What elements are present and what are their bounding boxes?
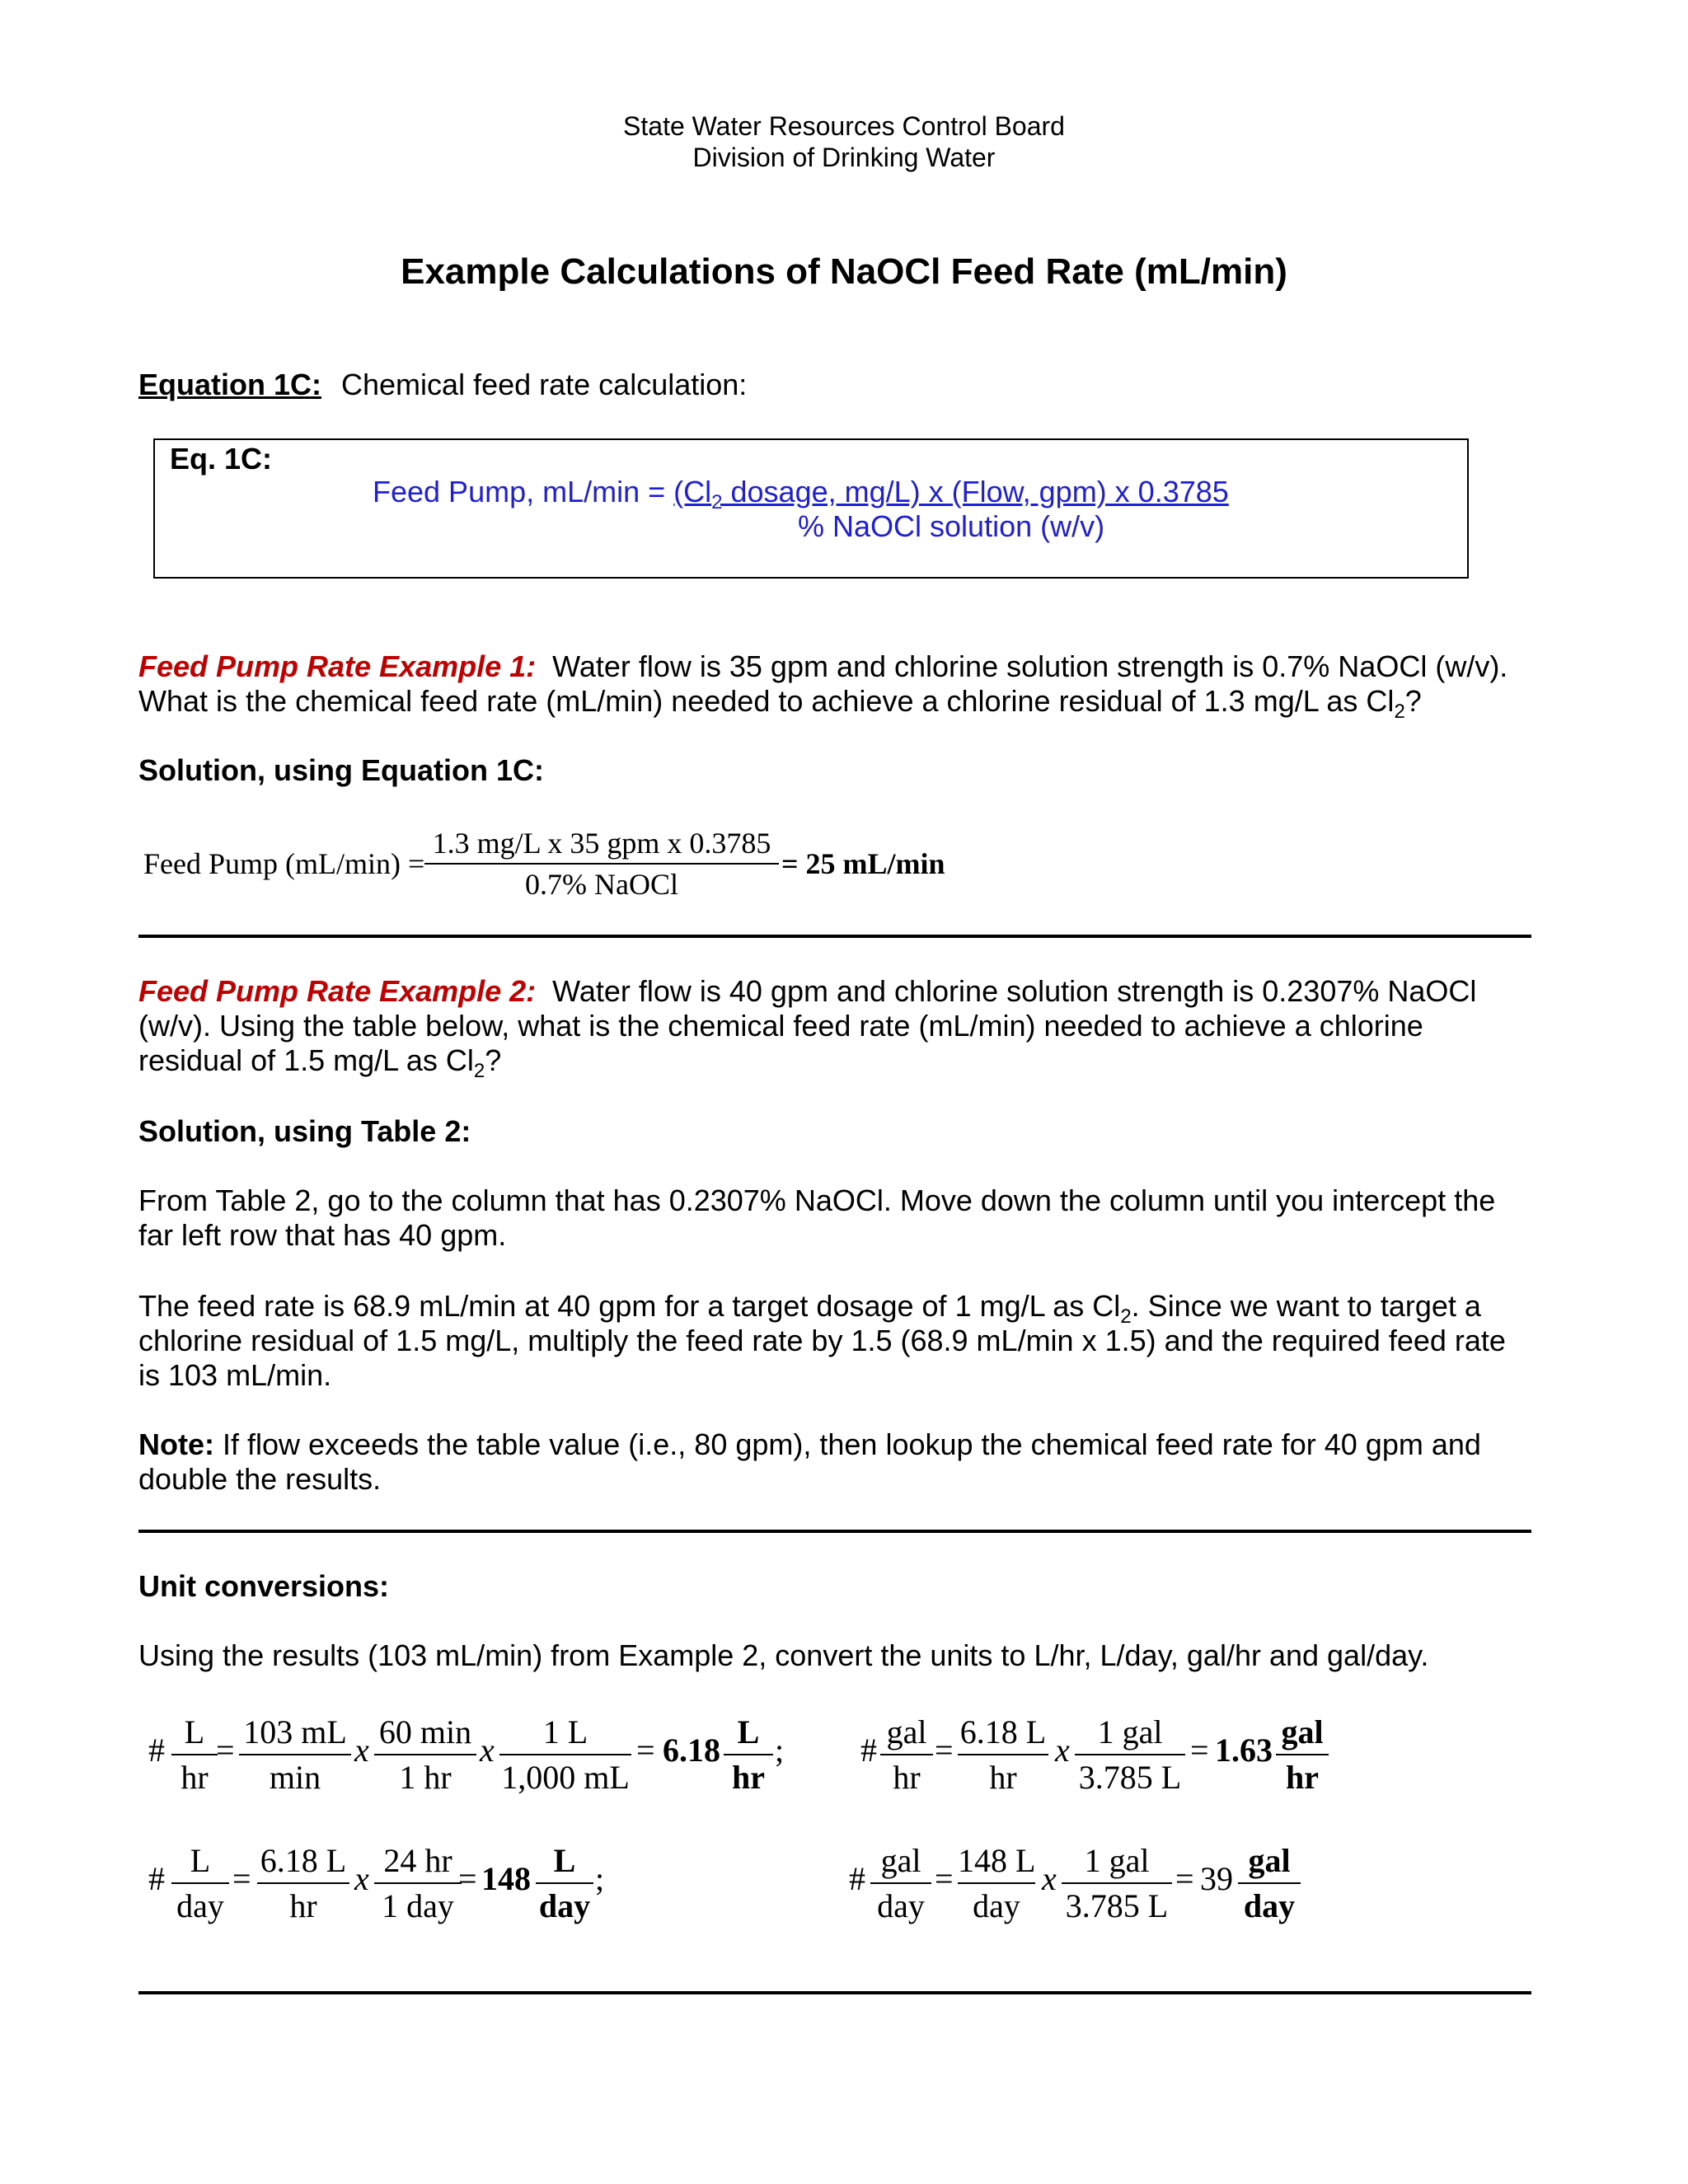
c2-term-b [1075,1713,1185,1797]
c3-equals: = [232,1860,251,1897]
c3-result: 148 [481,1860,531,1897]
c4-lhs [870,1841,931,1925]
c2-lhs-num: gal [886,1713,927,1750]
example2-para1-b: far left row that has 40 gpm. [138,1218,507,1252]
c4-b-num: 1 gal [1084,1842,1150,1879]
example2-line3 [138,1043,501,1089]
c3-term-b [374,1841,462,1925]
section-divider [138,1991,1531,1994]
formula-num-b: dosage, mg/L) x (Flow, gpm) x 0.3785 [722,475,1229,509]
c1-equals: = [216,1732,235,1769]
c1-result: 6.18 [663,1732,720,1769]
example2-label: Feed Pump Rate Example 2: [138,974,537,1008]
c4-lhs-den: day [877,1887,925,1924]
fraction-bar [257,1882,349,1884]
c1-times-1: x [354,1732,369,1769]
c3-equals-2: = [458,1860,477,1897]
c1-semicolon: ; [775,1732,785,1769]
c4-equals: = [935,1860,954,1897]
c4-a-num: 148 L [958,1842,1036,1879]
header-division: Division of Drinking Water [692,143,996,172]
c2-hash: # [860,1732,877,1769]
c2-lhs-den: hr [893,1759,921,1796]
example1-line1 [138,649,1507,684]
c2-a-den: hr [989,1759,1017,1796]
c1-equals-2: = [636,1732,655,1769]
c1-c-num: 1 L [542,1713,588,1750]
example1-eq-fraction [424,826,779,902]
example2-sub: 2 [473,1060,485,1083]
c3-r-num: L [553,1842,576,1879]
fraction-bar [239,1754,351,1755]
example1-text-b: What is the chemical feed rate (mL/min) needed to achieve a chlorine residual of 1.3 mg/L as Cl [138,684,1395,718]
page-title: Example Calculations of NaOCl Feed Rate (mL/min) [401,251,1287,292]
example2-end: ? [485,1043,502,1077]
example1-eq-num: 1.3 mg/L x 35 gpm x 0.3785 [432,827,771,860]
example2-text-a: Water flow is 40 gpm and chlorine solution strength is 0.2307% NaOCl [552,974,1477,1008]
c1-term-a [239,1713,351,1797]
c2-b-den: 3.785 L [1078,1759,1182,1796]
example1-label: Feed Pump Rate Example 1: [138,649,537,683]
c1-b-den: 1 hr [399,1759,452,1796]
fraction-bar [424,863,779,865]
c3-times: x [354,1860,369,1897]
c1-lhs [171,1713,218,1797]
c4-result-units [1238,1841,1301,1925]
example2-note-b: double the results. [138,1462,382,1496]
section-divider [138,935,1531,938]
c3-b-den: 1 day [382,1887,454,1924]
c4-times: x [1042,1860,1057,1897]
c3-a-den: hr [289,1887,317,1924]
c3-result-units [536,1841,593,1925]
example2-text-c: residual of 1.5 mg/L as Cl [138,1043,474,1077]
c2-equals-2: = [1190,1732,1209,1769]
fraction-bar [958,1882,1035,1884]
c1-lhs-num: L [184,1713,205,1750]
example2-line1 [138,974,1476,1009]
fraction-bar [1238,1882,1301,1884]
example2-para2-b: chlorine residual of 1.5 mg/L, multiply the feed rate by 1.5 (68.9 mL/min x 1.5) and the required feed rate [138,1324,1506,1357]
c2-lhs [880,1713,933,1797]
c1-result-units [724,1713,773,1797]
c3-lhs [171,1841,229,1925]
c1-r-den: hr [732,1759,765,1796]
fraction-bar [374,1882,462,1884]
c1-b-num: 60 min [378,1713,472,1750]
c2-b-num: 1 gal [1097,1713,1163,1750]
c3-term-a [257,1841,349,1925]
example1-eq-result: = 25 mL/min [781,847,945,880]
example1-solution-heading: Solution, using Equation 1C: [138,753,544,787]
c4-r-den: day [1243,1887,1296,1924]
c3-lhs-den: day [176,1887,224,1924]
c1-times-2: x [480,1732,495,1769]
c3-r-den: day [538,1887,591,1924]
section-divider [138,1530,1531,1533]
formula-num-sub: 2 [711,491,723,514]
fraction-bar [958,1754,1048,1755]
example1-text-a: Water flow is 35 gpm and chlorine solution strength is 0.7% NaOCl (w/v). [552,649,1508,683]
equation-label: Equation 1C: [138,368,321,401]
conversions-heading: Unit conversions: [138,1569,390,1603]
c2-r-den: hr [1286,1759,1319,1796]
c2-r-num: gal [1281,1713,1324,1750]
c2-result: 1.63 [1215,1732,1273,1769]
c4-r-num: gal [1248,1842,1291,1879]
c1-hash: # [148,1732,165,1769]
header-agency: State Water Resources Control Board [623,111,1065,141]
example1-end: ? [1404,684,1422,718]
c1-c-den: 1,000 mL [501,1759,630,1796]
fraction-bar [724,1754,773,1755]
c2-equals: = [935,1732,954,1769]
example1-eq-den: 0.7% NaOCl [525,868,678,901]
c2-times: x [1055,1732,1070,1769]
example2-para2-end: . Since we want to target a [1131,1289,1481,1323]
c3-b-num: 24 hr [383,1842,452,1879]
c4-equals-2: = [1175,1860,1194,1897]
c4-result: 39 [1200,1860,1233,1897]
example1-eq-lhs: Feed Pump (mL/min) = [143,847,425,880]
example2-para2-text: The feed rate is 68.9 mL/min at 40 gpm for a target dosage of 1 mg/L as Cl [138,1289,1121,1323]
c3-semicolon: ; [595,1860,605,1897]
c3-a-num: 6.18 L [260,1842,347,1879]
c4-b-den: 3.785 L [1065,1887,1169,1924]
fraction-bar [171,1754,218,1755]
equation-section-heading [138,368,747,402]
fraction-bar [499,1754,631,1755]
c1-term-c [499,1713,631,1797]
equation-box-label: Eq. 1C: [170,442,273,476]
fraction-bar [1075,1754,1185,1755]
example2-para2-c: is 103 mL/min. [138,1358,332,1392]
c2-term-a [958,1713,1048,1797]
c4-a-den: day [973,1887,1020,1924]
note-text-a: If flow exceeds the table value (i.e., 80 gpm), then lookup the chemical feed rate for 40 gpm and [214,1427,1481,1461]
c3-hash: # [148,1860,165,1897]
c1-term-b [374,1713,476,1797]
example2-para1-a: From Table 2, go to the column that has 0.2307% NaOCl. Move down the column until you intercept the [138,1183,1496,1217]
formula-prefix: Feed Pump, mL/min = [373,475,674,509]
conversions-intro: Using the results (103 mL/min) from Example 2, convert the units to L/hr, L/day, gal/hr and gal/day. [138,1638,1429,1672]
fraction-bar [1062,1882,1172,1884]
note-label: Note: [138,1427,214,1461]
c1-a-den: min [269,1759,321,1796]
fraction-bar [536,1882,593,1884]
example1-line2 [138,684,1422,729]
example2-note [138,1427,1481,1462]
c1-a-num: 103 mL [243,1713,347,1750]
c1-r-num: L [737,1713,760,1750]
fraction-bar [870,1882,931,1884]
equation-formula-denominator: % NaOCl solution (w/v) [798,509,1105,543]
fraction-bar [171,1882,229,1884]
c4-hash: # [849,1860,865,1897]
example2-para2-sub: 2 [1120,1305,1132,1329]
equation-description: Chemical feed rate calculation: [341,368,748,401]
c4-term-b [1062,1841,1172,1925]
c1-lhs-den: hr [181,1759,209,1796]
c4-lhs-num: gal [880,1842,921,1879]
c4-term-a [958,1841,1035,1925]
fraction-bar [1276,1754,1329,1755]
example2-solution-heading: Solution, using Table 2: [138,1114,471,1148]
c2-a-num: 6.18 L [959,1713,1047,1750]
fraction-bar [374,1754,476,1755]
example2-line2: (w/v). Using the table below, what is the chemical feed rate (mL/min) needed to achieve a chlorine [138,1009,1423,1043]
formula-num-a: (Cl [673,475,712,509]
example1-sub: 2 [1394,701,1405,724]
fraction-bar [880,1754,933,1755]
c3-lhs-num: L [190,1842,211,1879]
c2-result-units [1276,1713,1329,1797]
